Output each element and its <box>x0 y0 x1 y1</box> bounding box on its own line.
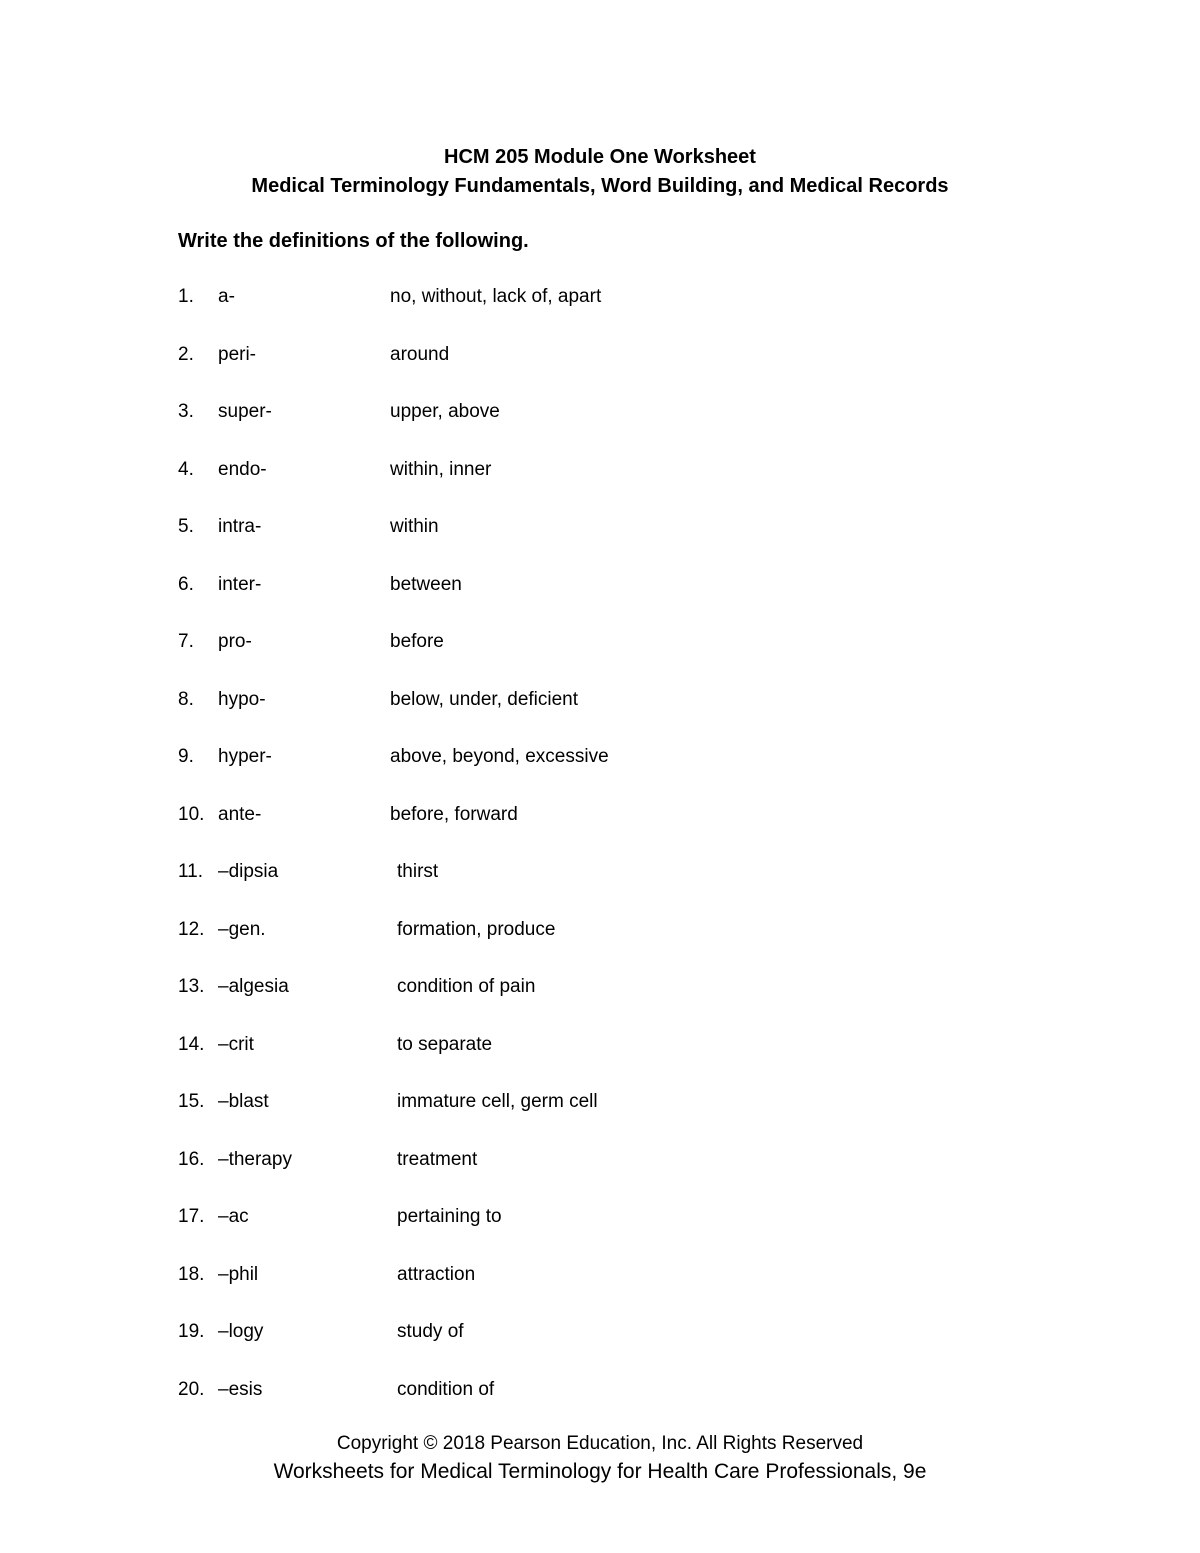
item-definition: study of <box>397 1321 464 1342</box>
item-term: –crit <box>218 1033 254 1055</box>
list-item <box>178 459 1038 483</box>
item-definition: before, forward <box>390 803 518 825</box>
instruction-text: Write the definitions of the following. <box>178 230 529 252</box>
item-number: 12. <box>178 918 205 940</box>
book-title-text: Worksheets for Medical Terminology for Health Care Professionals, 9e <box>273 1460 927 1483</box>
list-item <box>178 1206 1038 1230</box>
list-item <box>178 861 1038 885</box>
definition-list <box>178 286 1038 1436</box>
list-item <box>178 286 1038 310</box>
item-number: 7. <box>178 631 194 652</box>
item-definition: below, under, deficient <box>390 688 579 710</box>
item-number: 6. <box>178 573 194 595</box>
item-term: pro- <box>218 631 252 652</box>
item-number: 10. <box>178 803 205 825</box>
list-item <box>178 689 1038 713</box>
item-term: peri- <box>218 343 257 365</box>
item-number: 18. <box>178 1263 205 1285</box>
item-definition: upper, above <box>390 401 500 422</box>
item-number: 8. <box>178 688 194 710</box>
item-term: a- <box>218 286 235 307</box>
item-definition: condition of pain <box>397 976 536 997</box>
document-title: HCM 205 Module One Worksheet <box>444 146 756 168</box>
item-definition: pertaining to <box>397 1206 502 1227</box>
item-definition: within, inner <box>390 458 492 480</box>
item-term: endo- <box>218 458 267 480</box>
document-subtitle: Medical Terminology Fundamentals, Word Building, and Medical Records <box>251 175 949 197</box>
item-number: 1. <box>178 286 194 307</box>
item-definition: no, without, lack of, apart <box>390 286 602 307</box>
item-term: –ac <box>218 1206 249 1227</box>
list-item <box>178 976 1038 1000</box>
item-number: 9. <box>178 746 194 767</box>
item-number: 17. <box>178 1206 205 1227</box>
item-number: 11. <box>178 861 204 882</box>
item-term: –logy <box>218 1321 264 1342</box>
item-number: 19. <box>178 1321 205 1342</box>
list-item <box>178 919 1038 943</box>
item-number: 16. <box>178 1148 205 1170</box>
list-item <box>178 516 1038 540</box>
item-definition: treatment <box>397 1148 478 1170</box>
item-definition: thirst <box>397 861 439 882</box>
item-definition: immature cell, germ cell <box>397 1091 598 1112</box>
list-item <box>178 631 1038 655</box>
item-definition: within <box>390 516 439 537</box>
item-term: –dipsia <box>218 861 279 882</box>
list-item <box>178 1321 1038 1345</box>
item-term: –phil <box>218 1263 259 1285</box>
item-term: –blast <box>218 1091 269 1112</box>
item-term: hypo- <box>218 688 266 710</box>
item-term: intra- <box>218 516 262 537</box>
item-term: super- <box>218 401 272 422</box>
list-item <box>178 1149 1038 1173</box>
item-definition: between <box>390 573 462 595</box>
item-number: 3. <box>178 401 194 422</box>
item-number: 13. <box>178 976 205 997</box>
item-term: –therapy <box>218 1148 292 1170</box>
copyright-text: Copyright © 2018 Pearson Education, Inc. All Rights Reserved <box>336 1433 864 1454</box>
item-term: –esis <box>218 1378 263 1400</box>
item-number: 4. <box>178 458 194 480</box>
item-definition: to separate <box>397 1033 493 1055</box>
item-term: hyper- <box>218 746 272 767</box>
list-item <box>178 574 1038 598</box>
item-term: ante- <box>218 803 262 825</box>
list-item <box>178 1034 1038 1058</box>
list-item <box>178 344 1038 368</box>
item-definition: above, beyond, excessive <box>390 746 609 767</box>
item-definition: around <box>390 343 450 365</box>
list-item <box>178 1264 1038 1288</box>
item-number: 20. <box>178 1378 205 1400</box>
item-definition: attraction <box>397 1263 476 1285</box>
item-term: –gen. <box>218 918 266 940</box>
item-definition: before <box>390 631 444 652</box>
document-footer <box>0 1430 1200 1486</box>
list-item <box>178 804 1038 828</box>
item-term: inter- <box>218 573 262 595</box>
document-header <box>0 143 1200 201</box>
list-item <box>178 1379 1038 1403</box>
item-number: 5. <box>178 516 194 537</box>
item-term: –algesia <box>218 976 289 997</box>
item-definition: formation, produce <box>397 918 556 940</box>
list-item <box>178 746 1038 770</box>
item-definition: condition of <box>397 1378 495 1400</box>
item-number: 14. <box>178 1033 205 1055</box>
item-number: 2. <box>178 343 194 365</box>
list-item <box>178 401 1038 425</box>
list-item <box>178 1091 1038 1115</box>
item-number: 15. <box>178 1091 205 1112</box>
